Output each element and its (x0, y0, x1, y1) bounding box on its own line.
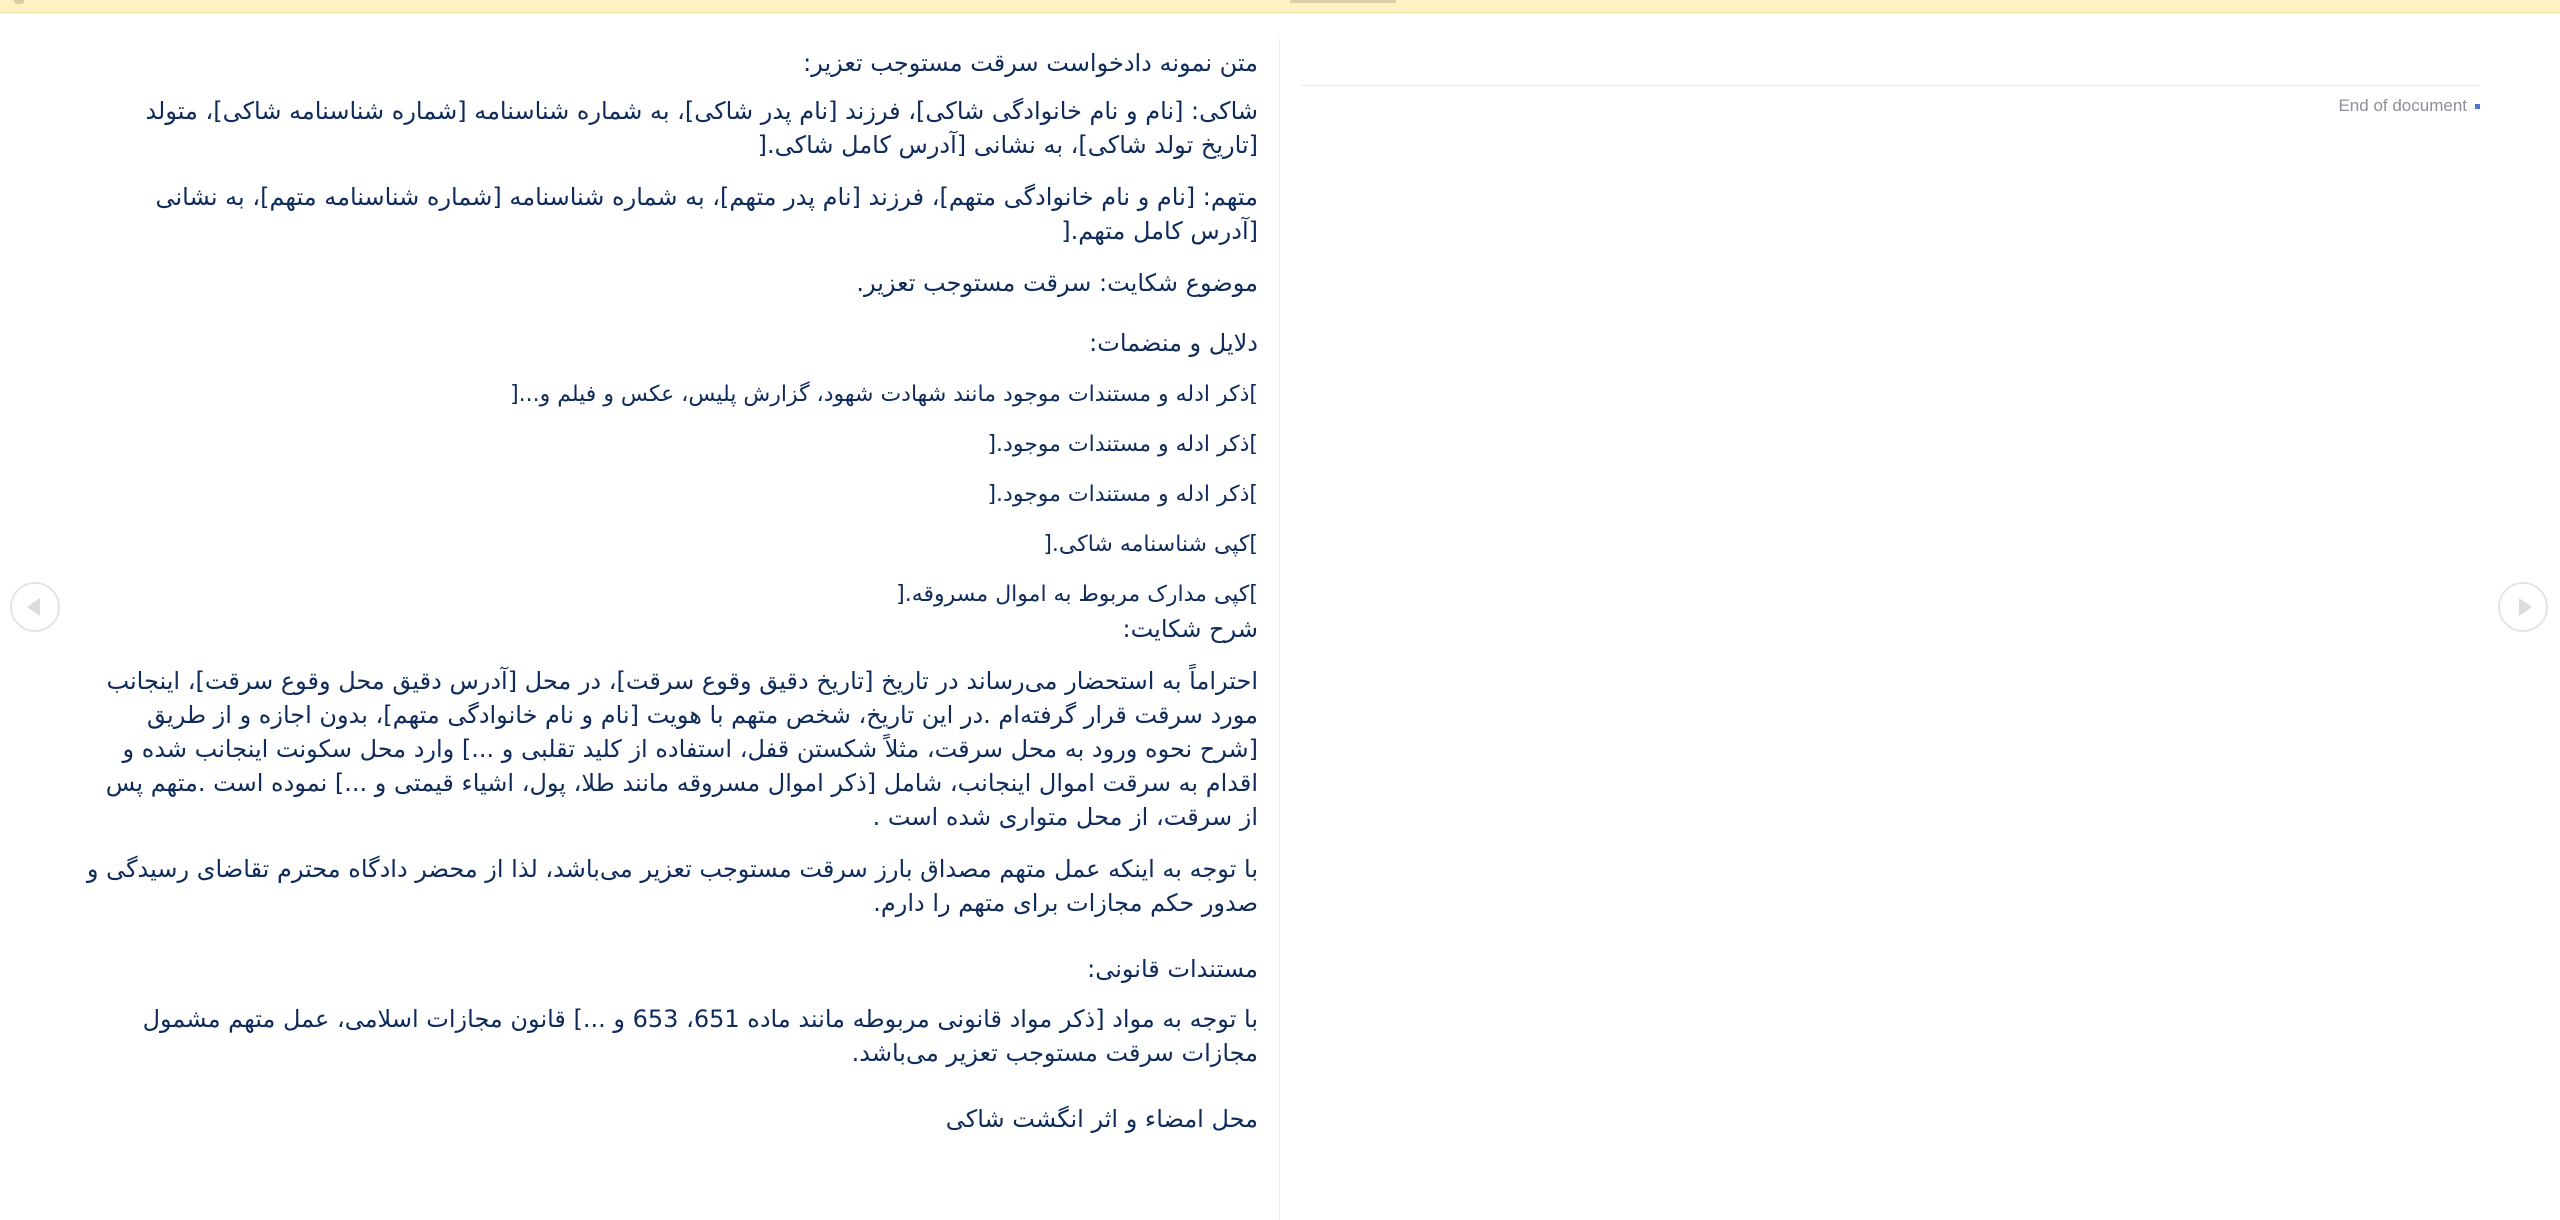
end-of-document-label: End of document (2338, 96, 2467, 115)
evidence-item: ]ذکر ادله و مستندات موجود.[ (987, 482, 1258, 507)
bar-corner-icon (14, 0, 24, 4)
next-page-button[interactable] (2498, 582, 2548, 632)
document-pane (0, 38, 1280, 1220)
side-panel (1300, 38, 2480, 158)
notification-bar (0, 0, 2560, 13)
evidence-item: ]کپی شناسنامه شاکی.[ (1043, 532, 1258, 557)
tab-stub[interactable] (1290, 0, 1396, 3)
chevron-right-icon (2519, 598, 2532, 616)
evidence-item: ]ذکر ادله و مستندات موجود مانند شهادت شهود، گزارش پلیس، عکس و فیلم و...[ (510, 382, 1258, 407)
chevron-left-icon (27, 598, 40, 616)
description-paragraph: احتراماً به استحضار می‌رساند در تاریخ [تاریخ دقیق وقوع سرقت]، در محل [آدرس دقیق محل وقوع سرقت]، اینجانب مورد سرقت قرار گرفته‌ام .در این تاریخ، شخص متهم با هویت [نام و نام خانوادگی متهم]، بدون اجازه و از طریق [شرح نحوه ورود به محل سرقت، مثلاً شکستن قفل، استفاده از کلید تقلبی و ...] وارد محل سکونت اینجانب شده و اقدام به سرقت اموال اینجانب، شامل [ذکر اموال مسروقه مانند طلا، پول، اشیاء قیمتی و ...] نموده است .متهم پس از سرقت، از محل متواری شده است . (105, 667, 1258, 831)
evidence-heading: دلایل و منضمات: (1089, 329, 1258, 357)
description-heading: شرح شکایت: (1122, 615, 1258, 643)
bullet-square-icon (2475, 104, 2480, 109)
complainant-paragraph: شاکی: [نام و نام خانوادگی شاکی]، فرزند [نام پدر شاکی]، به شماره شناسنامه [شماره شناسنامه شاکی]، متولد [تاریخ تولد شاکی]، به نشانی [آدرس کامل شاکی.[ (145, 97, 1258, 159)
document-body (84, 46, 1258, 1136)
end-of-document-marker (2338, 96, 2480, 116)
accused-paragraph: متهم: [نام و نام خانوادگی متهم]، فرزند [نام پدر متهم]، به شماره شناسنامه [شماره شناسنامه متهم]، به نشانی [آدرس کامل متهم.[ (155, 183, 1258, 245)
previous-page-button[interactable] (10, 582, 60, 632)
signature-line: محل امضاء و اثر انگشت شاکی (945, 1105, 1258, 1133)
legal-paragraph: با توجه به مواد [ذکر مواد قانونی مربوطه مانند ماده 651، 653 و ...] قانون مجازات اسلامی، عمل متهم مشمول مجازات سرقت مستوجب تعزیر می‌باشد. (142, 1005, 1258, 1067)
side-panel-rule (1300, 85, 2480, 86)
evidence-item: ]کپی مدارک مربوط به اموال مسروقه.[ (896, 582, 1258, 607)
pane-divider (1279, 38, 1280, 1220)
subject-paragraph: موضوع شکایت: سرقت مستوجب تعزیر. (856, 269, 1258, 297)
evidence-item: ]ذکر ادله و مستندات موجود.[ (987, 432, 1258, 457)
document-title: متن نمونه دادخواست سرقت مستوجب تعزیر: (803, 49, 1258, 77)
request-paragraph: با توجه به اینکه عمل متهم مصداق بارز سرقت مستوجب تعزیر می‌باشد، لذا از محضر دادگاه محترم تقاضای رسیدگی و صدور حکم مجازات برای متهم را دارم. (86, 855, 1258, 917)
legal-heading: مستندات قانونی: (1087, 955, 1258, 983)
